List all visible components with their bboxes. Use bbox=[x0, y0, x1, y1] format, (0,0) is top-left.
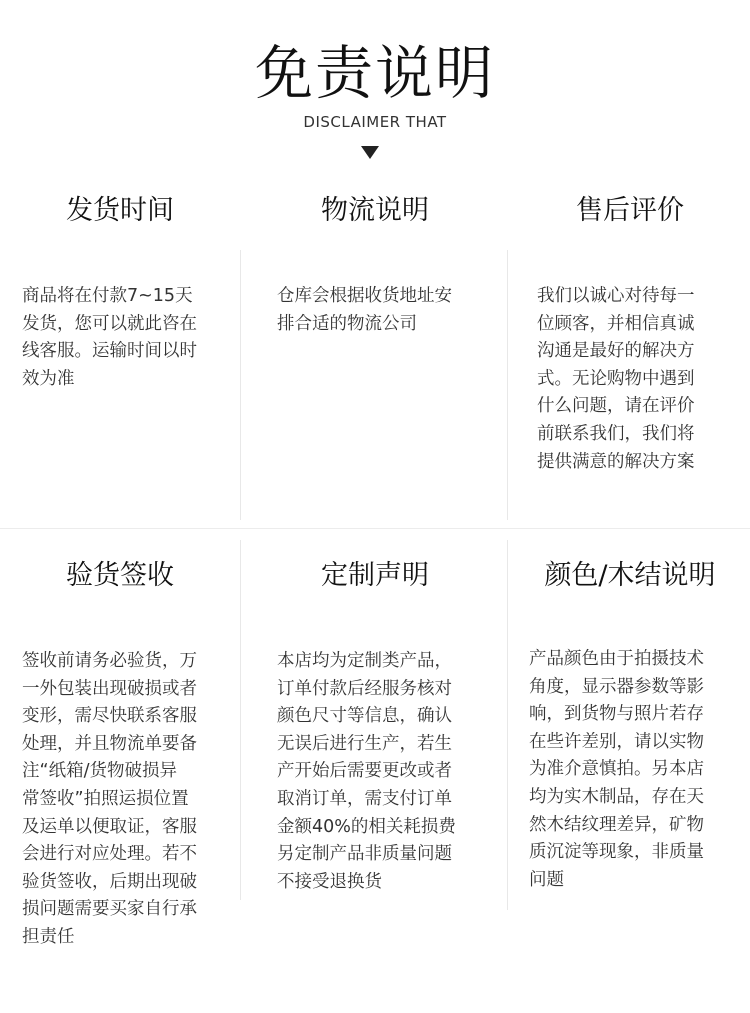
body-line: 发货，您可以就此咨在 bbox=[22, 313, 197, 334]
body-line: 产品颜色由于拍摄技术 bbox=[529, 649, 704, 669]
body-line: 在些许差别，请以实物 bbox=[529, 731, 704, 752]
page-title: 免责说明 bbox=[254, 39, 495, 107]
body-line: 注“纸箱/货物破损异 bbox=[22, 761, 177, 782]
row-divider bbox=[0, 528, 750, 529]
body-line: 会进行对应处理。若不 bbox=[22, 844, 197, 865]
section-title-logistics: 物流说明 bbox=[321, 195, 429, 226]
body-line: 商品将在付款7~15天 bbox=[22, 286, 193, 306]
body-line: 线客服。运输时间以时 bbox=[22, 341, 197, 362]
body-line: 然木结纹理差异，矿物 bbox=[529, 814, 704, 835]
body-line: 损问题需要买家自行承 bbox=[22, 899, 197, 920]
section-title-inspection: 验货签收 bbox=[66, 560, 174, 591]
body-line: 效为准 bbox=[22, 368, 75, 389]
body-line: 及运单以便取证，客服 bbox=[22, 816, 197, 837]
body-line: 角度，显示器参数等影 bbox=[529, 676, 704, 697]
body-line: 不接受退换货 bbox=[277, 871, 382, 892]
body-line: 颜色尺寸等信息，确认 bbox=[277, 706, 452, 727]
column-divider bbox=[507, 540, 508, 910]
body-line: 产开始后需要更改或者 bbox=[277, 761, 452, 782]
body-line: 问题 bbox=[529, 869, 564, 890]
body-line: 无误后进行生产，若生 bbox=[277, 733, 452, 754]
section-title-after-sales: 售后评价 bbox=[576, 195, 684, 226]
body-line: 变形，需尽快联系客服 bbox=[22, 706, 197, 727]
body-line: 担责任 bbox=[22, 926, 75, 947]
body-line: 质沉淀等现象，非质量 bbox=[529, 842, 704, 863]
disclaimer-header bbox=[0, 0, 750, 170]
body-line: 常签收”拍照运损位置 bbox=[22, 788, 189, 809]
section-title-color-wood-knots: 颜色/木结说明 bbox=[544, 560, 716, 591]
body-line: 取消订单，需支付订单 bbox=[277, 788, 452, 809]
section-body-inspection bbox=[22, 648, 237, 952]
body-line: 另定制产品非质量问题 bbox=[277, 844, 452, 865]
body-line: 排合适的物流公司 bbox=[277, 313, 417, 334]
body-line: 订单付款后经服务核对 bbox=[277, 678, 452, 699]
body-line: 为准介意慎拍。另本店 bbox=[529, 759, 704, 780]
body-line: 什么问题，请在评价 bbox=[537, 396, 695, 417]
column-divider bbox=[507, 250, 508, 520]
body-line: 位顾客，并相信真诚 bbox=[537, 313, 695, 334]
body-line: 响，到货物与照片若存 bbox=[529, 704, 704, 725]
body-line: 验货签收，后期出现破 bbox=[22, 871, 197, 892]
section-title-shipping-time: 发货时间 bbox=[66, 195, 174, 226]
body-line: 签收前请务必验货，万 bbox=[22, 651, 197, 671]
body-line: 式。无论购物中遇到 bbox=[537, 368, 695, 389]
body-line: 均为实木制品，存在天 bbox=[529, 786, 704, 807]
section-body-color-wood-knots bbox=[529, 646, 744, 894]
section-body-customization bbox=[277, 648, 492, 896]
body-line: 一外包装出现破损或者 bbox=[22, 678, 197, 699]
column-divider bbox=[240, 540, 241, 900]
body-line: 沟通是最好的解决方 bbox=[537, 341, 695, 362]
section-body-logistics bbox=[277, 283, 492, 338]
body-line: 处理，并且物流单要备 bbox=[22, 733, 197, 754]
section-title-customization: 定制声明 bbox=[321, 560, 429, 591]
body-line: 提供满意的解决方案 bbox=[537, 451, 695, 472]
section-body-after-sales bbox=[537, 283, 742, 476]
body-line: 本店均为定制类产品， bbox=[277, 651, 452, 671]
section-body-shipping-time bbox=[22, 283, 237, 393]
body-line: 仓库会根据收货地址安 bbox=[277, 286, 452, 306]
page-subtitle: DISCLAIMER THAT bbox=[303, 113, 447, 131]
column-divider bbox=[240, 250, 241, 520]
body-line: 金额40%的相关耗损费 bbox=[277, 816, 456, 837]
body-line: 我们以诚心对待每一 bbox=[537, 286, 695, 306]
down-triangle-icon bbox=[361, 146, 379, 159]
body-line: 前联系我们，我们将 bbox=[537, 423, 695, 444]
